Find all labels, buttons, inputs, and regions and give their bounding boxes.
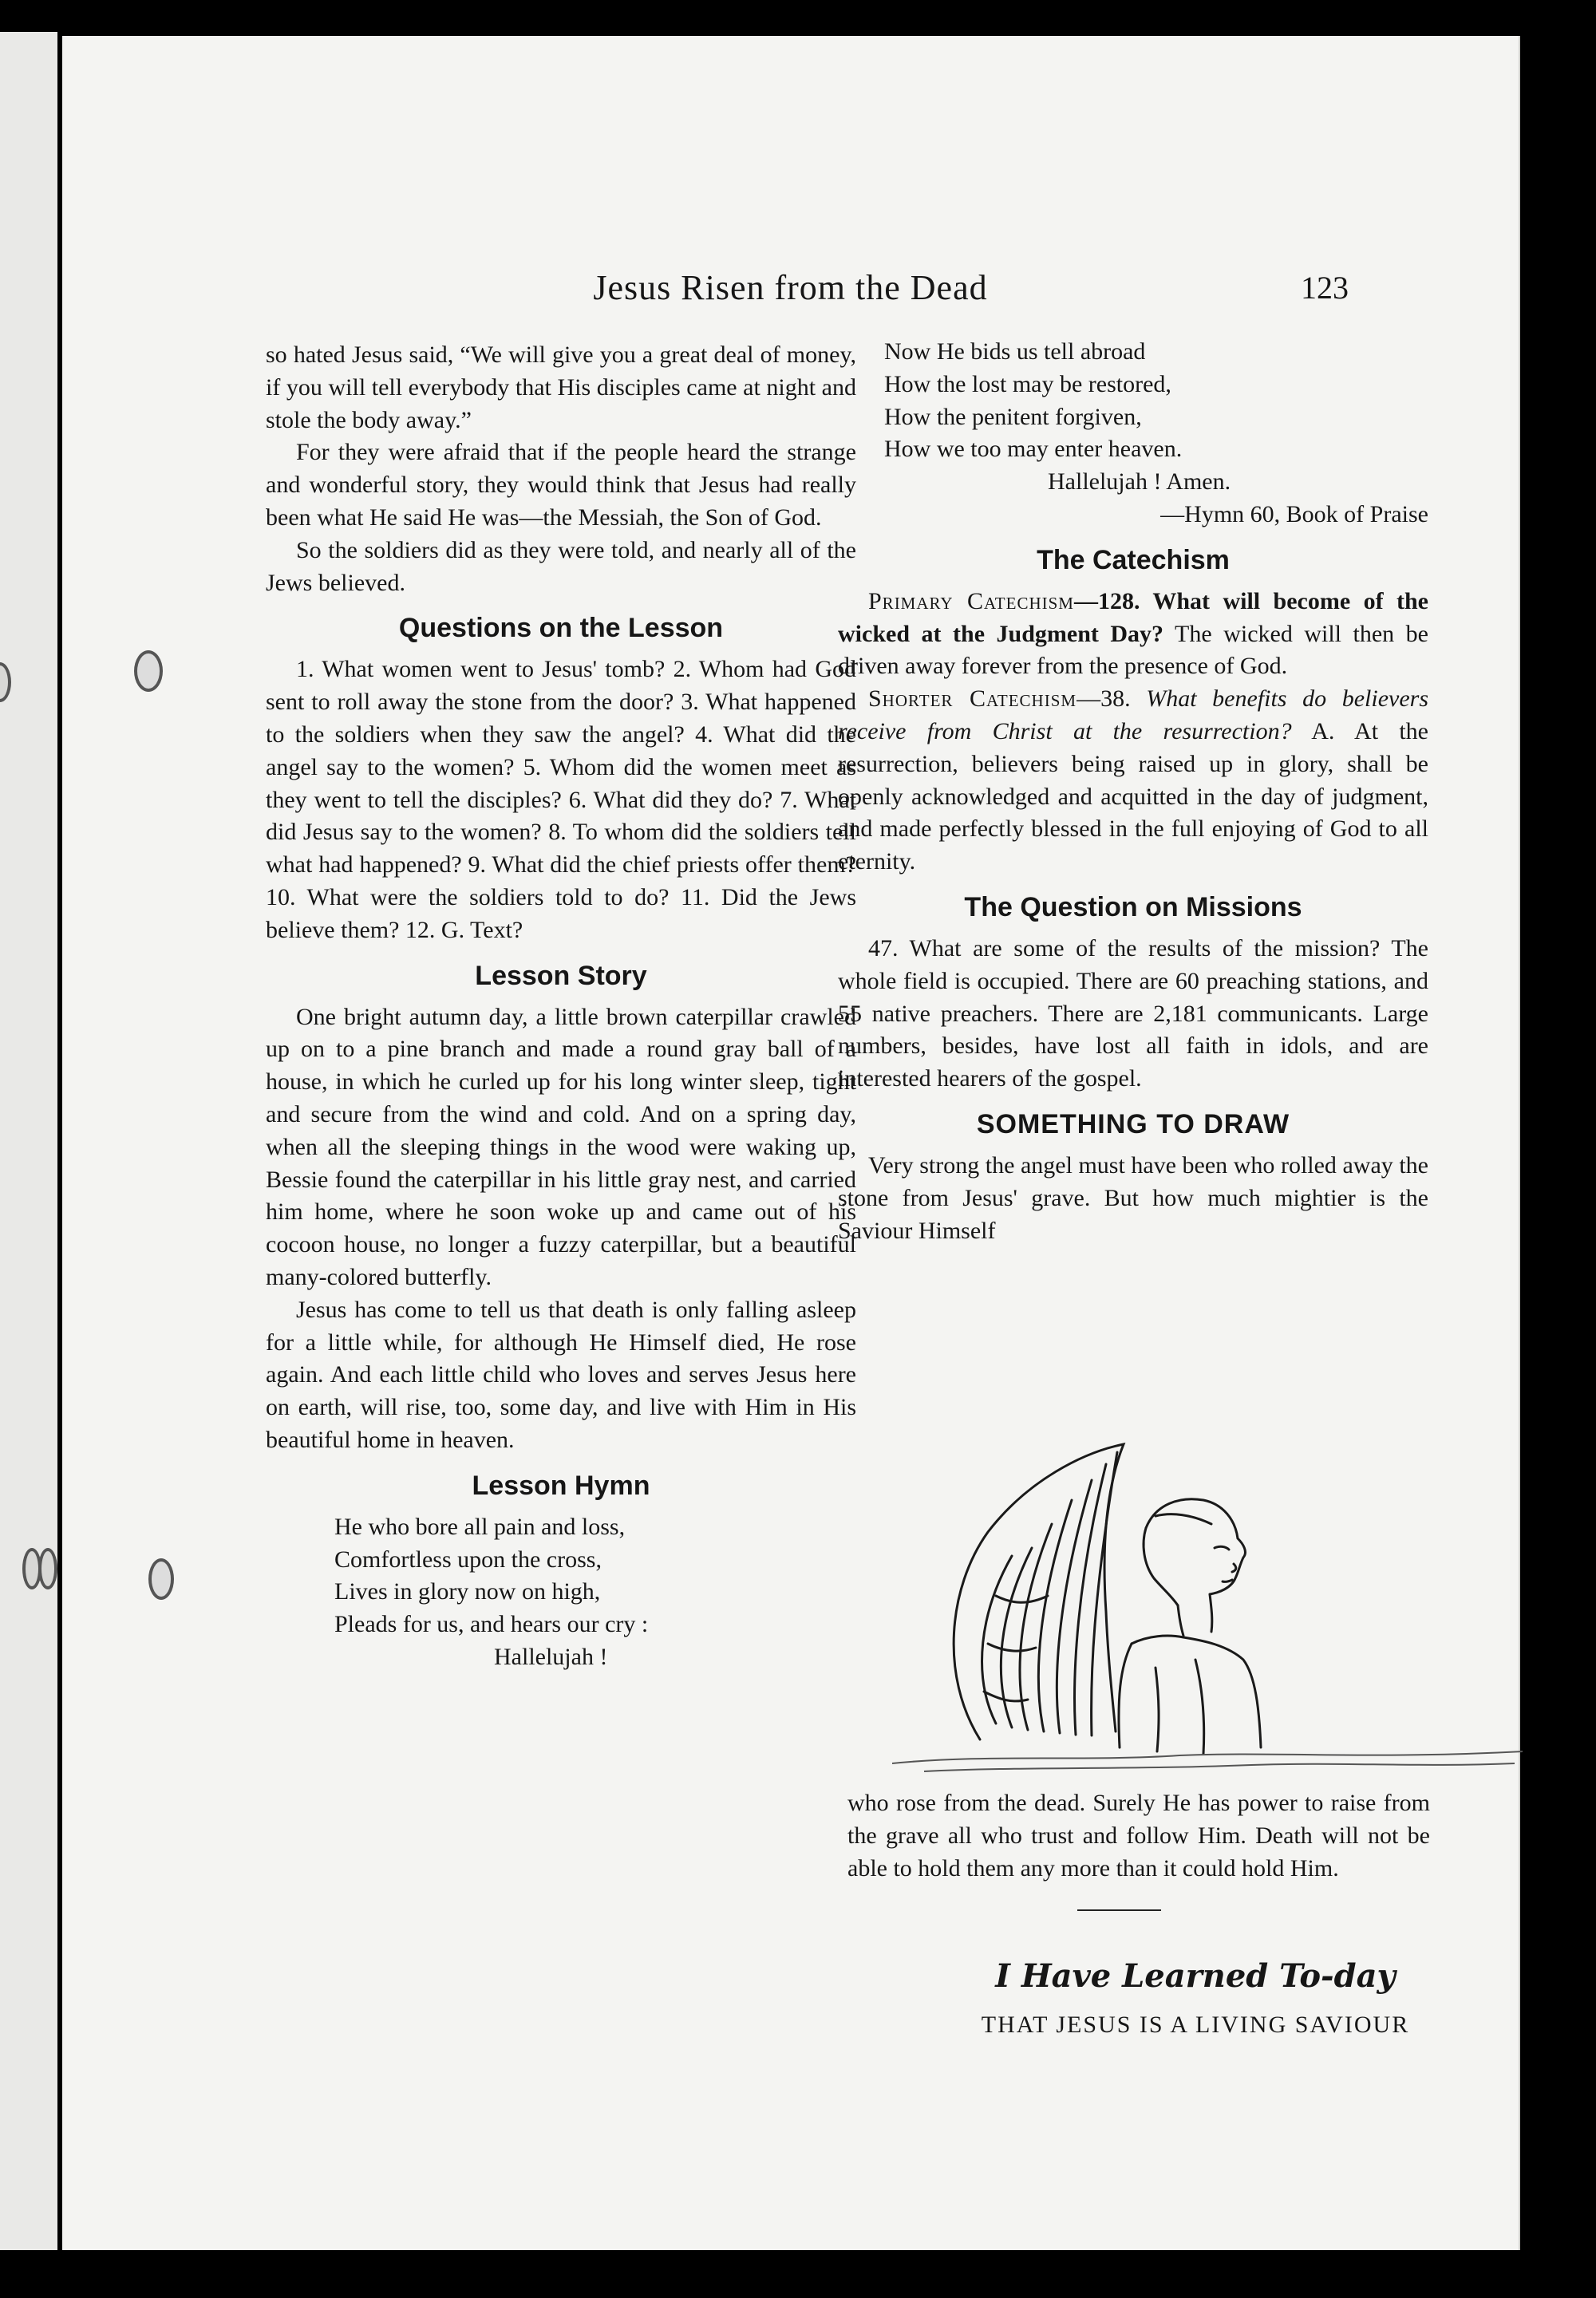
binding-hole [38, 1548, 57, 1589]
hymn-line: How the penitent forgiven, [884, 403, 1142, 430]
missions-heading: The Question on Missions [964, 891, 1302, 922]
angel-drawing [892, 1436, 1523, 1779]
hymn-refrain: Hallelujah ! [494, 1643, 608, 1670]
hymn-line: Comfortless upon the cross, [334, 1546, 602, 1573]
hymn-line: He who bore all pain and loss, [334, 1513, 626, 1540]
draw-text: who rose from the dead. Surely He has power to raise from the grave all who trust and follow Him. Death will not be able to hold them any more than it could hold Him. [847, 1790, 1430, 1881]
running-head: Jesus Risen from the Dead [593, 268, 988, 307]
shorter-catechism-question: What benefits do believers receive from Christ at the resurrection? [838, 685, 1428, 744]
page-number: 123 [1301, 270, 1349, 306]
shorter-catechism-answer: A. At the resurrection, believers being raised up in glory, shall be openly acknowledged and acquitted in the day of judgment, and made perfectly blessed in the full enjoying of God to all eternity. [838, 717, 1428, 875]
shorter-catechism-number: —38. [1077, 685, 1147, 713]
questions-heading: Questions on the Lesson [398, 613, 724, 644]
primary-catechism [838, 586, 1428, 683]
punch-hole [148, 1558, 174, 1600]
primary-catechism-answer: The wicked will then be driven away forever from the presence of God. [838, 620, 1428, 680]
hymn-line: Now He bids us tell abroad [884, 338, 1146, 365]
draw-heading: SOMETHING TO DRAW [976, 1108, 1290, 1139]
punch-hole [134, 650, 163, 692]
lesson-hymn-continued [838, 336, 1428, 531]
hymn-line: Lives in glory now on high, [334, 1578, 601, 1605]
hymn-line: How we too may enter heaven. [884, 436, 1183, 463]
hymn-line: Pleads for us, and hears our cry : [334, 1611, 649, 1638]
hymn-refrain: Hallelujah ! Amen. [1048, 468, 1231, 496]
divider-rule [1077, 1909, 1161, 1911]
missions-text: 47. What are some of the results of the mission? The whole field is occupied. There are 60 preaching stations, and 55 native preachers. There are 2,181 communicants. Large numbers, besides, have lost all faith in idols, and are interested hearers of the gospel. [838, 934, 1428, 1092]
hymn-attribution: —Hymn 60, Book of Praise [1160, 500, 1428, 527]
previous-page-edge [0, 32, 57, 2250]
intro-paragraph: so hated Jesus said, “We will give you a great deal of money, if you will tell everybody that His disciples came at night and stole the body away.” [266, 342, 856, 433]
story-heading: Lesson Story [475, 960, 647, 991]
draw-text: Very strong the angel must have been who rolled away the stone from Jesus' grave. But how much mightier is the Saviour Himself [838, 1151, 1428, 1244]
learned-text: THAT JESUS IS A LIVING SAVIOUR [981, 2012, 1410, 2038]
left-column [266, 339, 856, 1674]
right-column-after-image [847, 1787, 1430, 1885]
lesson-hymn [266, 1511, 856, 1674]
intro-paragraph: For they were afraid that if the people heard the strange and wonderful story, they would think that Jesus had really been what He said He was—the Messiah, the Son of God. [266, 439, 856, 531]
shorter-catechism [838, 683, 1428, 879]
catechism-heading: The Catechism [1037, 544, 1230, 575]
intro-paragraph: So the soldiers did as they were told, and nearly all of the Jews believed. [266, 536, 856, 596]
shorter-catechism-label: Shorter Catechism [868, 685, 1077, 713]
story-paragraph: Jesus has come to tell us that death is only falling asleep for a little while, for although He Himself died, He rose again. And each little child who loves and serves Jesus here on earth, will rise, too, some day, and live with Him in His beautiful home in heaven. [266, 1296, 856, 1453]
book-page [62, 36, 1519, 2250]
primary-catechism-question: —128. What will become of the wicked at the Judgment Day? [838, 587, 1428, 647]
questions-text: 1. What women went to Jesus' tomb? 2. Whom had God sent to roll away the stone from the door? 3. What happened to the soldiers when they saw the angel? 4. What did the angel say to the women? 5. Whom did the women meet as they went to tell the disciples? 6. What did they do? 7. What did Jesus say to the women? 8. To whom did the soldiers tell what had happened? 9. What did the chief priests offer them? 10. What were the soldiers told to do? 11. Did the Jews believe them? 12. G. Text? [266, 656, 856, 943]
binding-hole [0, 662, 11, 702]
story-paragraph: One bright autumn day, a little brown caterpillar crawled up on to a pine branch and made a round gray ball of a house, in which he curled up for his long winter sleep, tight and secure from the wind and cold. And on a spring day, when all the sleeping things in the wood were waking up, Bessie found the caterpillar in his little gray nest, and carried him home, where he soon woke up and came out of his cocoon house, no longer a fuzzy caterpillar, but a beautiful many-colored butterfly. [266, 1003, 856, 1290]
hymn-line: How the lost may be restored, [884, 370, 1171, 397]
learned-heading: I Have Learned To-day [995, 1957, 1396, 1995]
primary-catechism-label: Primary Catechism [868, 587, 1074, 614]
right-column [838, 336, 1428, 1247]
hymn-heading: Lesson Hymn [472, 1470, 650, 1501]
